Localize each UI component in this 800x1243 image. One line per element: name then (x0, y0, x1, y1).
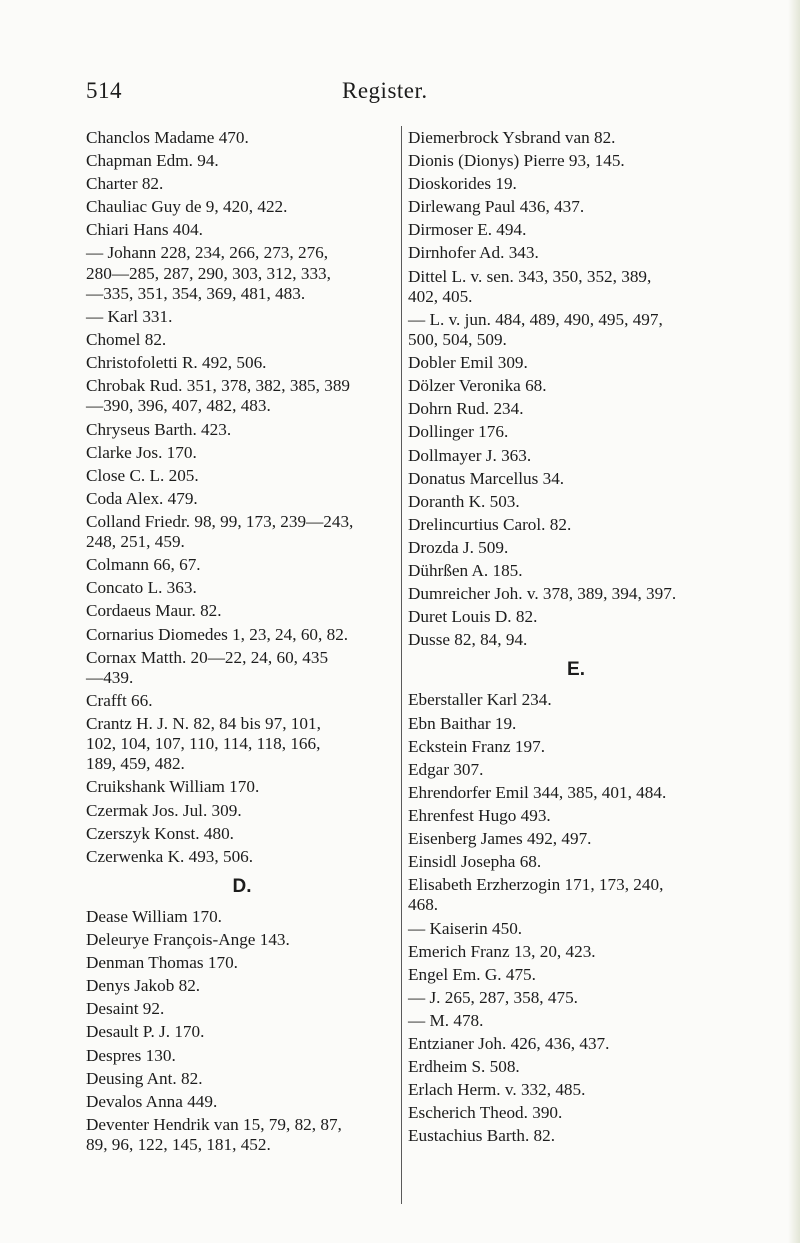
index-entry-line: Dobler Emil 309. (408, 353, 528, 373)
index-entry (408, 1103, 744, 1123)
index-entry (86, 1046, 398, 1066)
index-entry-line: Dumreicher Joh. v. 378, 389, 394, 397. (408, 584, 677, 604)
section-letter: E. (567, 659, 585, 681)
running-title: Register. (342, 78, 428, 103)
index-entry (408, 197, 744, 217)
index-entry (408, 1126, 744, 1146)
index-entry-line: 89, 96, 122, 145, 181, 452. (86, 1135, 271, 1155)
index-entry-line: Denys Jakob 82. (86, 976, 201, 996)
index-entry (86, 151, 398, 171)
index-entry-line: Deventer Hendrik van 15, 79, 82, 87, (86, 1114, 342, 1134)
index-entry-line: Ehrenfest Hugo 493. (408, 805, 551, 825)
index-entry-line: 248, 251, 459. (86, 532, 185, 552)
index-entry-line: Concato L. 363. (86, 578, 197, 598)
index-entry (86, 489, 398, 509)
index-entry-line: Dionis (Dionys) Pierre 93, 145. (408, 151, 625, 171)
index-entry-line: Ehrendorfer Emil 344, 385, 401, 484. (408, 782, 667, 802)
index-entry (408, 151, 744, 171)
index-entry-line: Dührßen A. 185. (408, 561, 523, 580)
index-entry (408, 469, 744, 489)
index-entry-line: —439. (86, 667, 134, 687)
index-entry-line: Devalos Anna 449. (86, 1091, 218, 1111)
index-entry-line: Entzianer Joh. 426, 436, 437. (408, 1034, 610, 1053)
index-entry-line: Despres 130. (86, 1045, 176, 1065)
index-entry (86, 376, 398, 416)
index-entry-line: Dirlewang Paul 436, 437. (408, 197, 585, 217)
index-entry-line: Erlach Herm. v. 332, 485. (408, 1080, 586, 1100)
index-entry (408, 942, 744, 962)
index-entry-line: Close C. L. 205. (86, 465, 199, 485)
index-entry-line: Cruikshank William 170. (86, 777, 260, 797)
index-entry-line: Deleurye François-Ange 143. (86, 930, 290, 950)
index-entry (86, 578, 398, 598)
index-entry (408, 988, 744, 1008)
index-entry-line: 189, 459, 482. (86, 754, 185, 774)
index-entry (408, 806, 744, 826)
index-entry (86, 847, 398, 867)
index-entry (408, 220, 744, 240)
index-entry (86, 976, 398, 996)
index-entry (408, 399, 744, 419)
index-entry (86, 953, 398, 973)
index-entry-line: Dioskorides 19. (408, 174, 517, 194)
index-entry-line: Chapman Edm. 94. (86, 151, 219, 171)
index-entry-line: Dollmayer J. 363. (408, 445, 532, 465)
index-entry (408, 446, 744, 466)
index-entry (86, 625, 398, 645)
index-entry-line: — J. 265, 287, 358, 475. (408, 987, 578, 1007)
index-entry-line: Ebn Baithar 19. (408, 713, 517, 733)
index-entry-line: — Karl 331. (86, 306, 173, 326)
index-entry (86, 648, 398, 688)
index-entry-line: Escherich Theod. 390. (408, 1103, 563, 1123)
index-entry-line: Dölzer Veronika 68. (408, 376, 547, 396)
index-entry (408, 965, 744, 985)
index-entry (86, 691, 398, 711)
index-entry-line: Chrobak Rud. 351, 378, 382, 385, 389 (86, 376, 351, 396)
index-entry-line: Edgar 307. (408, 759, 484, 779)
index-entry-line: Charter 82. (86, 174, 164, 194)
index-entry-line: Coda Alex. 479. (86, 488, 198, 508)
index-entry (408, 607, 744, 627)
column-divider (401, 126, 402, 1204)
index-entry-line: — L. v. jun. 484, 489, 490, 495, 497, (408, 309, 663, 329)
index-entry (86, 777, 398, 797)
index-entry-line: Dittel L. v. sen. 343, 350, 352, 389, (408, 266, 652, 286)
index-entry (86, 601, 398, 621)
index-entry-line: Eberstaller Karl 234. (408, 690, 552, 710)
index-entry-line: Dusse 82, 84, 94. (408, 630, 528, 650)
index-entry-line: Denman Thomas 170. (86, 953, 238, 973)
section-letter: D. (232, 875, 252, 897)
index-entry-line: Cornarius Diomedes 1, 23, 24, 60, 82. (86, 624, 349, 644)
index-entry-line: — Johann 228, 234, 266, 273, 276, (86, 243, 329, 263)
index-entry (408, 1057, 744, 1077)
index-entry (408, 128, 744, 148)
index-entry (408, 267, 744, 307)
index-entry (408, 630, 744, 650)
index-column-right (408, 128, 744, 1149)
index-entry-line: Desaint 92. (86, 999, 165, 1019)
index-entry (408, 760, 744, 780)
index-entry-line: Cordaeus Maur. 82. (86, 601, 222, 621)
index-entry (408, 492, 744, 512)
index-entry-line: Chanclos Madame 470. (86, 128, 249, 147)
index-entry-line: Dease William 170. (86, 906, 222, 926)
index-entry-line: Emerich Franz 13, 20, 423. (408, 941, 596, 961)
index-entry (86, 443, 398, 463)
index-entry-line: 402, 405. (408, 286, 473, 306)
index-entry (86, 1022, 398, 1042)
index-entry-line: Eckstein Franz 197. (408, 736, 545, 756)
index-entry-line: Drelincurtius Carol. 82. (408, 514, 572, 534)
index-entry-line: Chomel 82. (86, 330, 167, 350)
index-entry (408, 353, 744, 373)
index-entry-line: Colland Friedr. 98, 99, 173, 239—243, (86, 511, 354, 531)
index-entry (408, 1011, 744, 1031)
page-number: 514 (86, 78, 122, 103)
index-entry (86, 1069, 398, 1089)
index-entry-line: Einsidl Josepha 68. (408, 852, 542, 872)
index-entry-line: Drozda J. 509. (408, 537, 509, 557)
index-entry-line: Chauliac Guy de 9, 420, 422. (86, 197, 288, 217)
index-entry-line: Dirmoser E. 494. (408, 220, 527, 240)
index-entry (408, 243, 744, 263)
index-entry (86, 197, 398, 217)
index-entry (408, 714, 744, 734)
index-entry-line: Eisenberg James 492, 497. (408, 829, 592, 849)
index-entry-line: Dollinger 176. (408, 422, 509, 442)
index-entry-line: Doranth K. 503. (408, 491, 520, 511)
index-entry-line: Engel Em. G. 475. (408, 964, 536, 984)
index-entry (86, 714, 398, 775)
index-entry-line: Donatus Marcellus 34. (408, 468, 565, 488)
index-entry (408, 737, 744, 757)
page-edge (788, 0, 800, 1243)
index-entry (408, 829, 744, 849)
index-entry (86, 220, 398, 240)
index-entry (86, 999, 398, 1019)
index-entry-line: Chiari Hans 404. (86, 220, 203, 240)
index-entry (408, 783, 744, 803)
index-entry-line: — M. 478. (408, 1010, 484, 1030)
index-entry-line: Desault P. J. 170. (86, 1022, 205, 1042)
index-entry-line: Czerwenka K. 493, 506. (86, 846, 254, 866)
index-entry (86, 512, 398, 552)
index-entry-line: Colmann 66, 67. (86, 555, 201, 575)
index-entry-line: Christofoletti R. 492, 506. (86, 353, 267, 373)
index-entry-line: Duret Louis D. 82. (408, 607, 538, 627)
index-entry-line: — Kaiserin 450. (408, 918, 523, 938)
index-entry (86, 466, 398, 486)
index-entry-line: Deusing Ant. 82. (86, 1068, 203, 1088)
index-entry (86, 1115, 398, 1155)
index-entry-line: 468. (408, 895, 439, 915)
index-entry (86, 174, 398, 194)
index-entry (86, 555, 398, 575)
index-entry (408, 310, 744, 350)
index-entry (408, 515, 744, 535)
index-entry (408, 538, 744, 558)
index-entry-line: Chryseus Barth. 423. (86, 419, 232, 439)
index-entry-line: 500, 504, 509. (408, 330, 507, 350)
index-entry (86, 907, 398, 927)
index-entry-line: Dirnhofer Ad. 343. (408, 243, 539, 263)
index-entry (408, 376, 744, 396)
index-entry (86, 930, 398, 950)
index-entry (408, 1034, 744, 1054)
index-entry-line: Clarke Jos. 170. (86, 442, 197, 462)
index-entry-line: Diemerbrock Ysbrand van 82. (408, 128, 616, 147)
index-entry-line: Erdheim S. 508. (408, 1057, 520, 1077)
index-entry-line: 280—285, 287, 290, 303, 312, 333, (86, 263, 331, 283)
index-entry (408, 690, 744, 710)
index-entry (86, 243, 398, 304)
index-entry (86, 128, 398, 148)
index-entry (86, 307, 398, 327)
index-entry-line: Crantz H. J. N. 82, 84 bis 97, 101, (86, 713, 321, 733)
index-entry-line: —335, 351, 354, 369, 481, 483. (86, 283, 306, 303)
index-entry (408, 174, 744, 194)
index-entry (408, 875, 744, 915)
index-entry (408, 584, 744, 604)
index-entry (86, 1092, 398, 1112)
index-entry-line: Czermak Jos. Jul. 309. (86, 800, 242, 820)
index-entry (86, 353, 398, 373)
index-entry-line: —390, 396, 407, 482, 483. (86, 396, 271, 416)
index-entry (408, 1080, 744, 1100)
index-entry (86, 824, 398, 844)
index-column-left (86, 128, 398, 1158)
index-entry (408, 422, 744, 442)
index-entry-line: Crafft 66. (86, 690, 153, 710)
index-entry (86, 801, 398, 821)
index-entry (86, 330, 398, 350)
index-entry (408, 919, 744, 939)
index-entry-line: Cornax Matth. 20—22, 24, 60, 435 (86, 647, 329, 667)
index-entry-line: 102, 104, 107, 110, 114, 118, 166, (86, 734, 321, 754)
page-header (86, 78, 746, 108)
index-entry (408, 561, 744, 581)
index-entry (86, 420, 398, 440)
index-entry-line: Eustachius Barth. 82. (408, 1126, 556, 1146)
index-entry (408, 852, 744, 872)
index-entry-line: Elisabeth Erzherzogin 171, 173, 240, (408, 875, 664, 895)
index-entry-line: Czerszyk Konst. 480. (86, 823, 234, 843)
index-entry-line: Dohrn Rud. 234. (408, 399, 524, 419)
